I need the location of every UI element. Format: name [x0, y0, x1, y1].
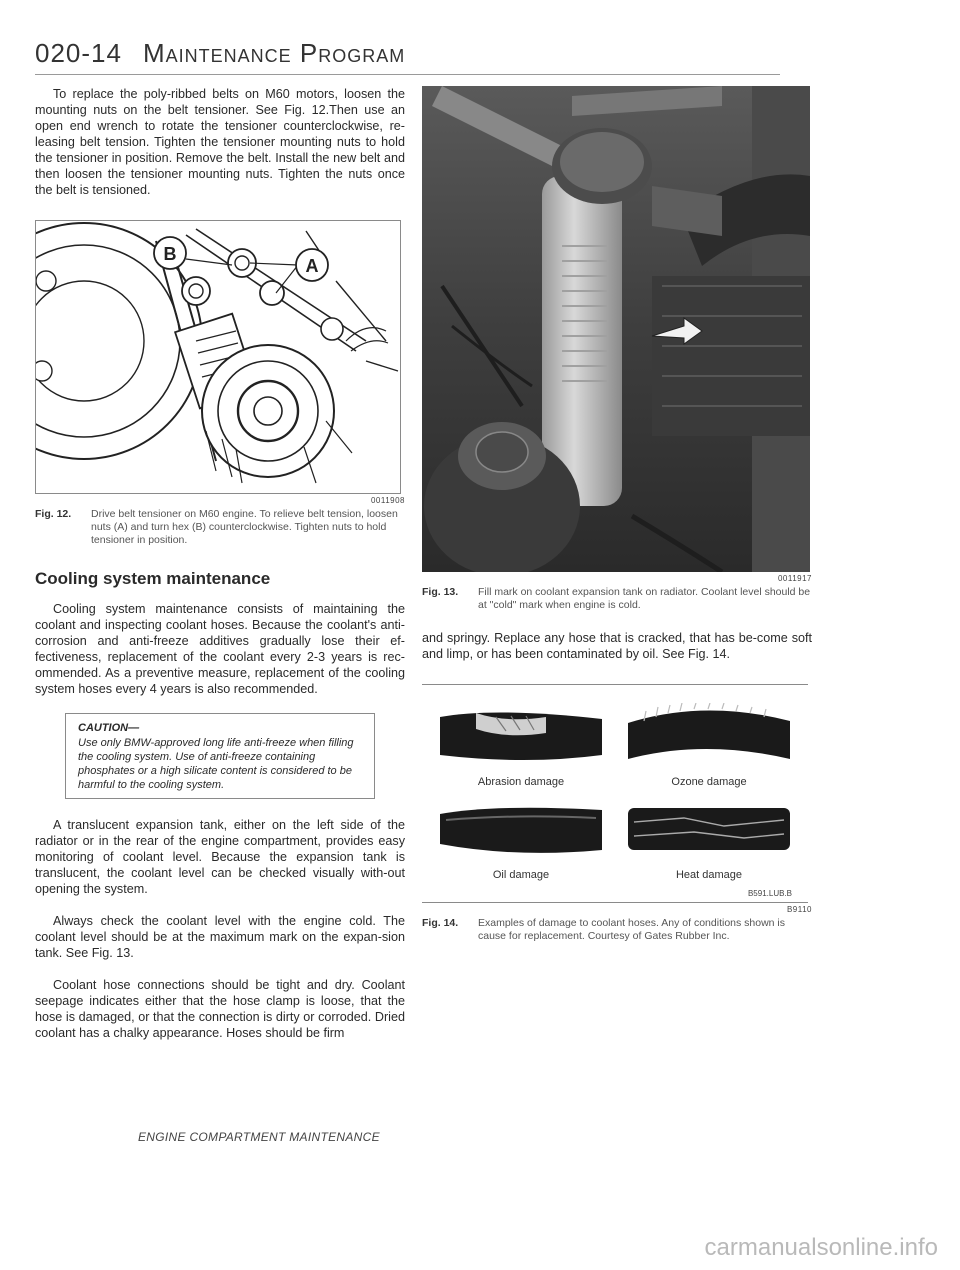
- continued-paragraph: and springy. Replace any hose that is cracked, that has be-come soft and limp, or has been contaminated by oil. See Fig. 14.: [422, 631, 812, 661]
- oil-damage-label: Oil damage: [492, 869, 550, 881]
- oil-hose-illustration: [436, 796, 606, 860]
- figure-12-id: 0011908: [370, 496, 405, 505]
- hose-panel-oil: [436, 796, 606, 881]
- figure-12-caption-text: Drive belt tensioner on M60 engine. To relieve belt tension, loosen nuts (A) and turn hex (B) counterclockwise. Tighten nuts to hold tensioner in position.: [91, 508, 398, 546]
- heat-hose-illustration: [624, 796, 794, 860]
- hose-panel-abrasion: [436, 703, 606, 788]
- section-title: Maintenance Program: [143, 38, 406, 68]
- caution-text: Use only BMW-approved long life anti-freeze when filling the cooling system. Use of anti-freeze containing phosphates or a high silicate content is considered to be harmful to the cooling system.: [78, 737, 354, 791]
- figure-13: [422, 86, 812, 612]
- figure-13-label: Fig. 13.: [422, 586, 459, 598]
- heat-damage-label: Heat damage: [675, 869, 743, 881]
- figure-12-caption: [35, 508, 405, 547]
- expansion-tank-photo: [422, 86, 810, 572]
- figure-14-caption: [422, 917, 812, 943]
- figure-14-id: B9110: [786, 905, 812, 914]
- section-heading: Cooling system maintenance: [35, 569, 271, 588]
- check-paragraph: Always check the coolant level with the engine cold. The coolant level should be at the maximum mark on the expan-sion tank. See Fig. 13.: [35, 914, 405, 960]
- figure-12-frame: [35, 220, 401, 494]
- hose-panel-heat: [624, 796, 794, 881]
- ozone-hose-illustration: [624, 703, 794, 767]
- figure-14-label: Fig. 14.: [422, 917, 459, 929]
- figure-13-caption-text: Fill mark on coolant expansion tank on radiator. Coolant level should be at "cold" mark when engine is cold.: [478, 586, 811, 611]
- cooling-paragraph: Cooling system maintenance consists of maintaining the coolant and inspecting coolant hoses. Because the coolant's anti-corrosion and anti-freeze additives gradually lose their ef-fectiveness, replacement of the coolant every 2-3 years is rec-ommended. As a preventive measure, replacement of the cooling system hoses every 4 years is also recommended.: [35, 602, 405, 696]
- ozone-damage-label: Ozone damage: [671, 776, 747, 788]
- caution-box: [65, 713, 375, 799]
- right-column: [422, 86, 812, 943]
- callout-a-label: A: [305, 256, 319, 276]
- figure-14: [422, 684, 812, 943]
- hose-damage-grid: [422, 685, 808, 889]
- callout-b-label: B: [163, 244, 177, 264]
- figure-14-code: B591.LUB.B: [747, 889, 792, 898]
- abrasion-hose-illustration: [436, 703, 606, 767]
- caution-title: CAUTION—: [78, 722, 140, 734]
- figure-14-caption-text: Examples of damage to coolant hoses. Any of conditions shown is cause for replacement. Courtesy of Gates Rubber Inc.: [478, 917, 786, 942]
- hose-paragraph: Coolant hose connections should be tight and dry. Coolant seepage indicates either that the hose clamp is loose, that the hose is damaged, or that the connection is dirty or corroded. Dried coolant has a chalky appearance. Hoses should be firm: [35, 978, 405, 1040]
- figure-13-frame: [422, 86, 810, 572]
- page-header: [35, 30, 780, 75]
- belt-tensioner-illustration: [36, 221, 400, 493]
- site-watermark: carmanualsonline.info: [704, 1234, 938, 1261]
- expansion-paragraph: A translucent expansion tank, either on the left side of the radiator or in the rear of the engine compartment, provides easy monitoring of coolant level. Because the expansion tank is translucent, the coolant level can be checked visually with-out opening the system.: [35, 818, 405, 896]
- left-column: [35, 86, 405, 1057]
- page-number: 020-14: [35, 38, 122, 68]
- hose-panel-ozone: [624, 703, 794, 788]
- figure-14-frame: [422, 684, 808, 903]
- figure-12: [35, 220, 405, 547]
- abrasion-damage-label: Abrasion damage: [477, 776, 565, 788]
- chapter-footer: ENGINE COMPARTMENT MAINTENANCE: [138, 1130, 380, 1144]
- intro-paragraph: To replace the poly-ribbed belts on M60 motors, loosen the mounting nuts on the belt tensioner. See Fig. 12.Then use an open end wrench to rotate the tensioner counterclockwise, re-leasing belt tension. Tighten the tensioner mounting nuts to hold the tensioner in position. Remove the belt. Install the new belt and then loosen the tensioner mounting nuts. Tighten the nuts once the belt is tensioned.: [35, 87, 405, 197]
- figure-12-label: Fig. 12.: [35, 508, 72, 520]
- figure-13-caption: [422, 586, 812, 612]
- figure-13-id: 0011917: [777, 574, 812, 583]
